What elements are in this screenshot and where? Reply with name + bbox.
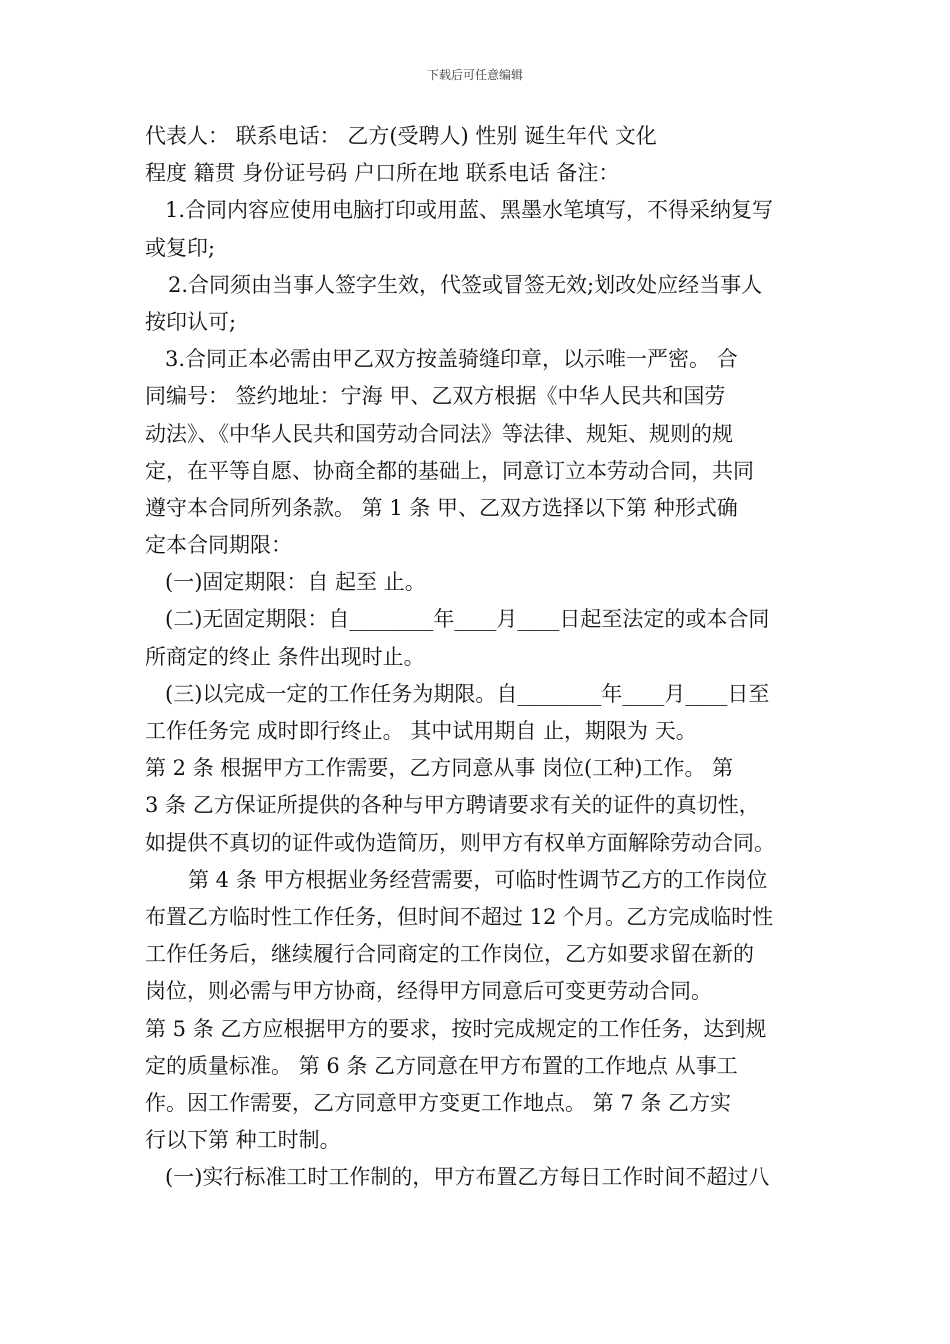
- page-header: 下载后可任意编辑: [426, 68, 523, 82]
- text-line: 岗位，则必需与甲方协商，经得甲方同意后可变更劳动合同。: [145, 979, 712, 1004]
- text-line: (二)无固定期限：自________年____月____日起至法定的或本合同: [165, 607, 770, 632]
- text-line: 定本合同期限：: [145, 533, 292, 558]
- text-line: 动法》、《中华人民共和国劳动合同法》等法律、规矩、规则的规: [145, 421, 733, 446]
- text-line: 定的质量标准。 第 6 条 乙方同意在甲方布置的工作地点 从事工: [145, 1053, 738, 1078]
- text-line: 3 条 乙方保证所提供的各种与甲方聘请要求有关的证件的真切性，: [145, 793, 760, 818]
- text-line: (一)固定期限：自 起至 止。: [165, 570, 426, 595]
- document-body: [145, 118, 810, 1196]
- text-line: 代表人： 联系电话： 乙方(受聘人) 性别 诞生年代 文化: [145, 124, 657, 148]
- text-line: 1.合同内容应使用电脑打印或用蓝、黑墨水笔填写，不得采纳复写: [165, 198, 774, 223]
- text-line: 第 4 条 甲方根据业务经营需要，可临时性调节乙方的工作岗位: [188, 867, 768, 892]
- text-line: 3.合同正本必需由甲乙双方按盖骑缝印章，以示唯一严密。 合: [165, 347, 738, 372]
- text-line: 第 2 条 根据甲方工作需要，乙方同意从事 岗位(工种)工作。 第: [145, 756, 734, 781]
- text-line: 行以下第 种工时制。: [145, 1128, 341, 1153]
- text-line: 工作任务完 成时即行终止。 其中试用期自 止，期限为 天。: [145, 719, 697, 743]
- text-line: 工作任务后，继续履行合同商定的工作岗位，乙方如要求留在新的: [145, 942, 754, 967]
- text-line: 2.合同须由当事人签字生效，代签或冒签无效;划改处应经当事人: [168, 272, 763, 297]
- text-line: 布置乙方临时性工作任务，但时间不超过 12 个月。乙方完成临时性: [145, 904, 774, 929]
- text-line: 同编号： 签约地址：宁海 甲、乙双方根据《中华人民共和国劳: [145, 384, 726, 409]
- text-line: 遵守本合同所列条款。 第 1 条 甲、乙双方选择以下第 种形式确: [145, 495, 738, 520]
- text-line: 如提供不真切的证件或伪造简历，则甲方有权单方面解除劳动合同。: [145, 830, 775, 855]
- text-line: 第 5 条 乙方应根据甲方的要求，按时完成规定的工作任务，达到规: [145, 1016, 767, 1041]
- text-line: 按印认可;: [145, 309, 237, 334]
- text-line: (三)以完成一定的工作任务为期限。自________年____月____日至: [165, 681, 770, 706]
- text-line: 程度 籍贯 身份证号码 户口所在地 联系电话 备注：: [145, 161, 620, 186]
- text-line: (一)实行标准工时工作制的，甲方布置乙方每日工作时间不超过八: [165, 1165, 770, 1190]
- text-line: 或复印;: [145, 235, 216, 260]
- text-line: 所商定的终止 条件出现时止。: [145, 644, 425, 669]
- text-line: 定，在平等自愿、协商全都的基础上，同意订立本劳动合同，共同: [145, 458, 754, 483]
- text-line: 作。因工作需要，乙方同意甲方变更工作地点。 第 7 条 乙方实: [145, 1090, 732, 1115]
